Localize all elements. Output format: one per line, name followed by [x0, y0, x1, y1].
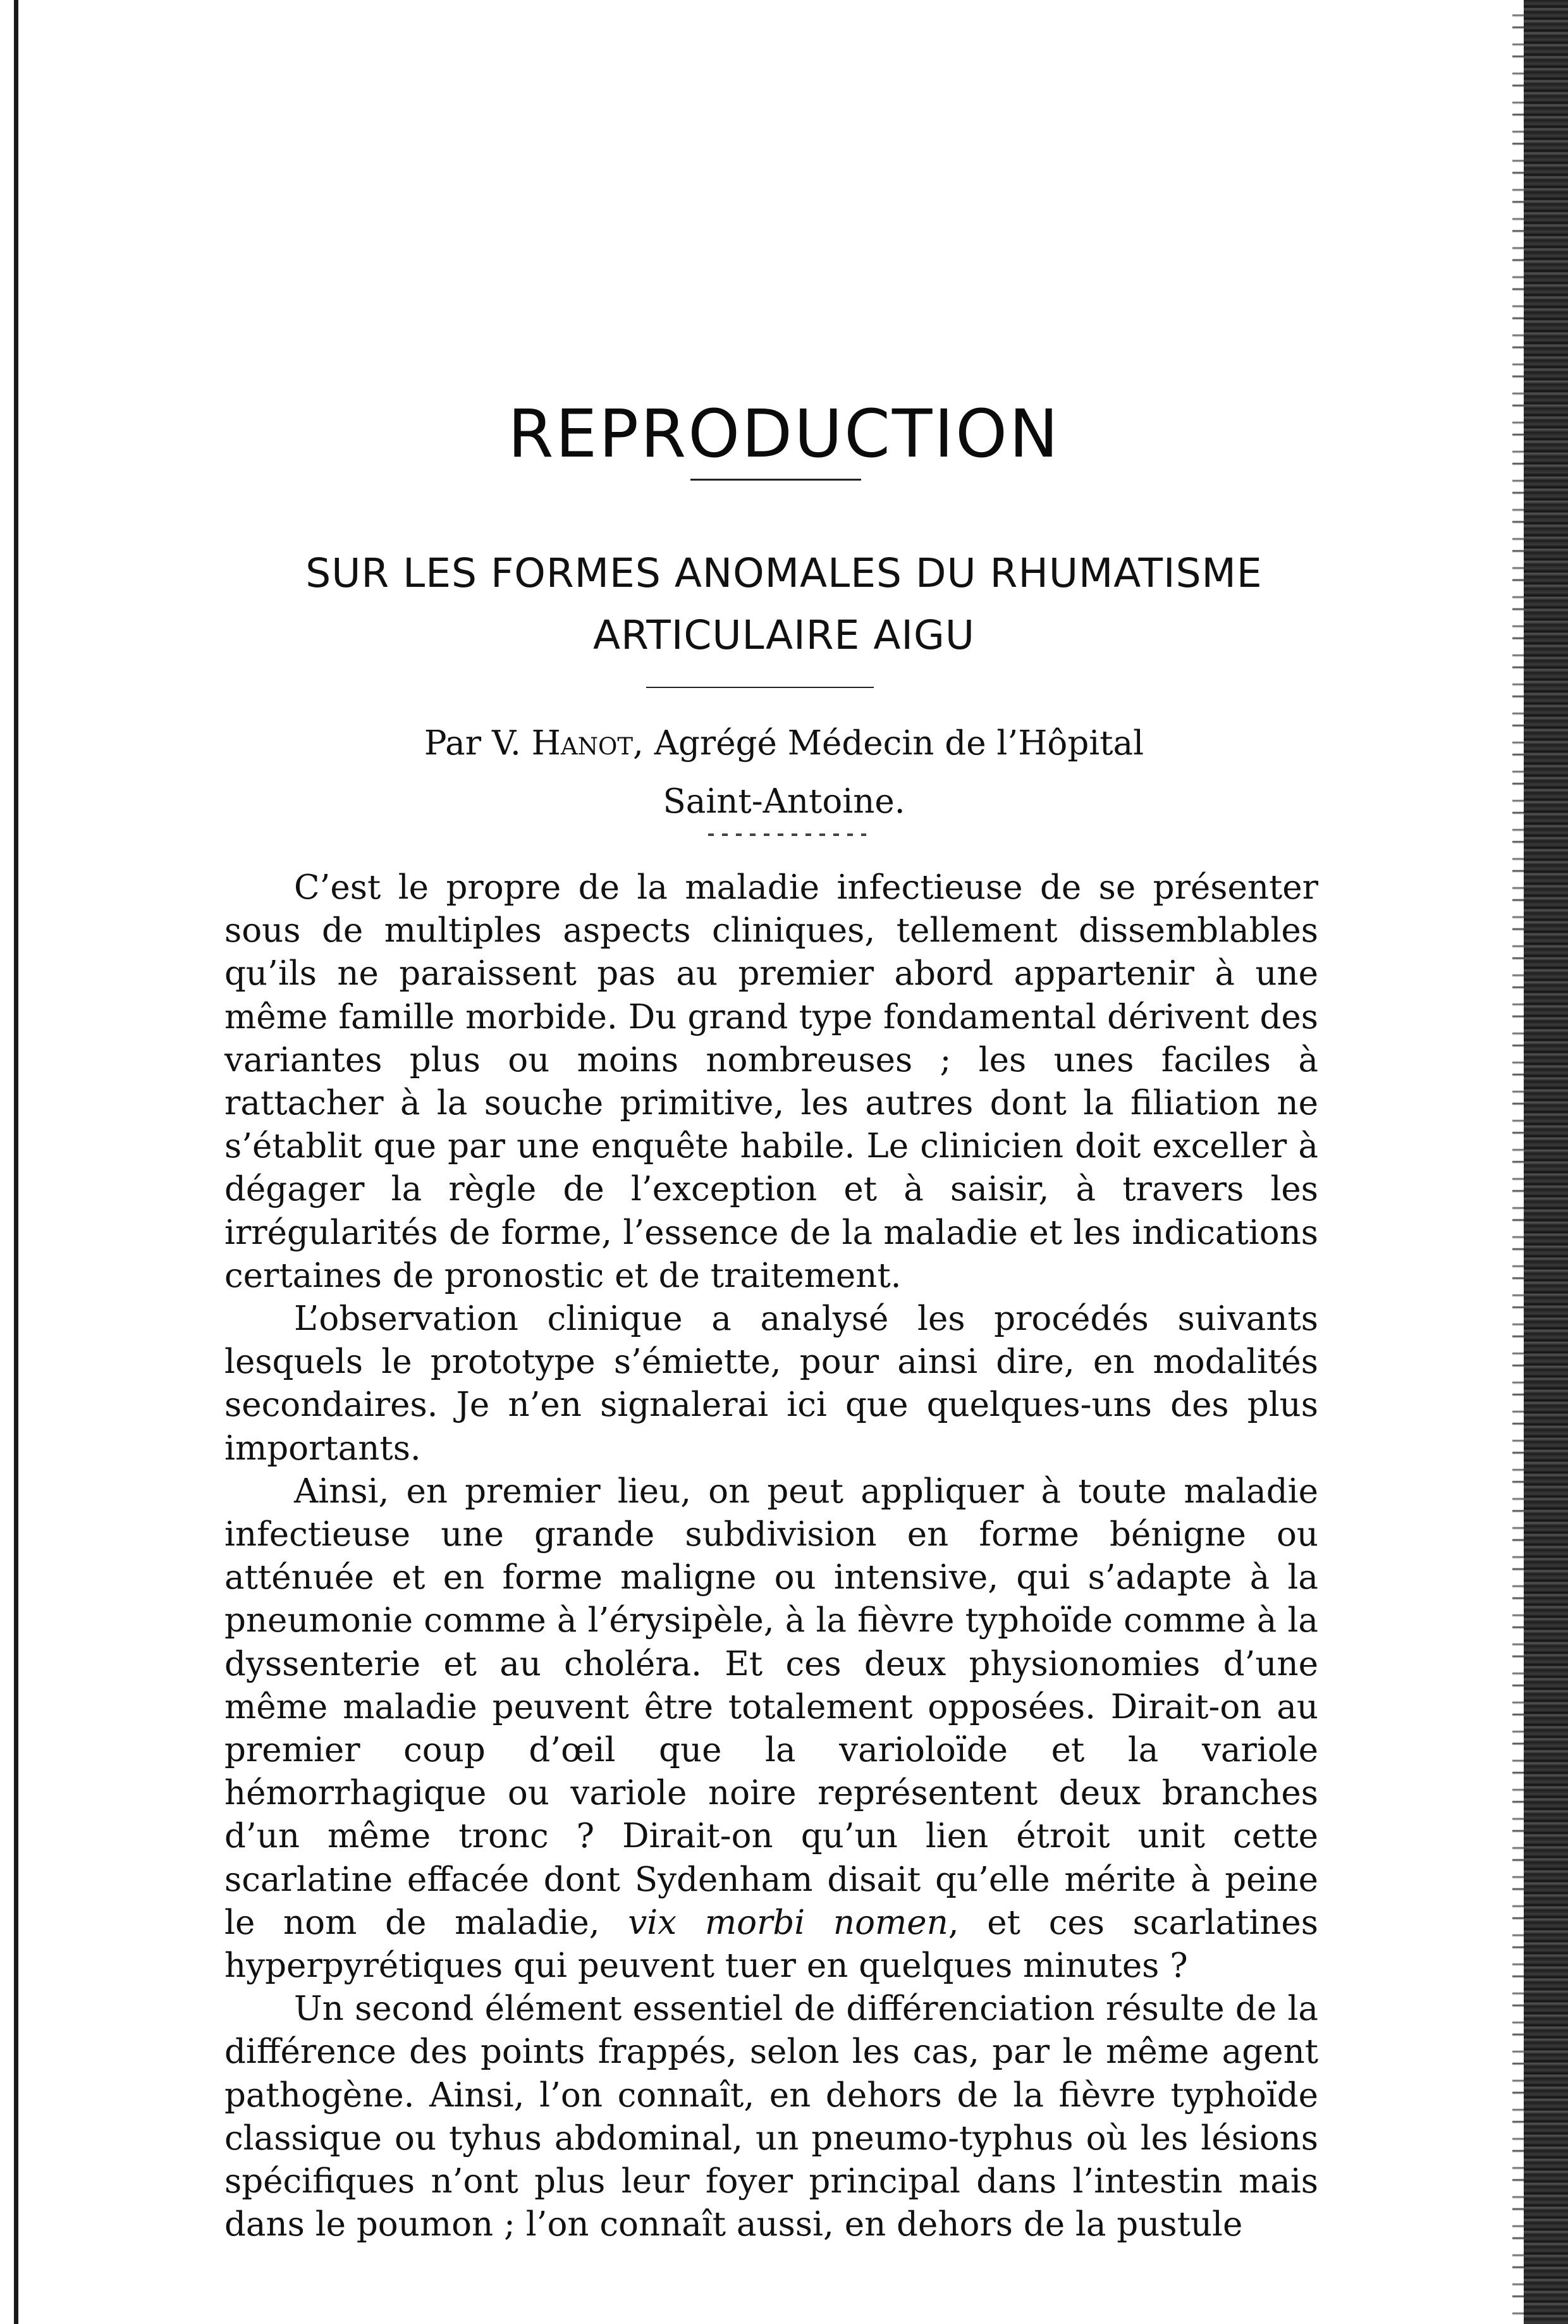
title-rule [690, 479, 861, 481]
byline-suffix: , Agrégé Médecin de l’Hôpital [633, 724, 1144, 763]
author-name: Hanot [531, 724, 633, 763]
paragraph-3-text-after: , et ces scarlatines hyperpyrétiques qui peuvent tuer en quelques minutes ? [224, 1903, 1318, 1986]
scan-edge-left [14, 0, 18, 2324]
subtitle-line-2: ARTICULAIRE AIGU [593, 612, 975, 658]
scan-edge-right-noise [1512, 0, 1524, 2324]
article-body [224, 866, 1318, 2247]
byline-dotted-rule [708, 833, 866, 836]
byline-line-1 [0, 715, 1568, 773]
paragraph-3-text-before: Ainsi, en premier lieu, on peut appliquer à toute maladie infectieuse une grande subdivision en forme bénigne ou atténuée et en forme maligne ou intensive, qui s’adapte à la pneumonie comme à l’érysipèle, à la fièvre typhoïde comme à la dyssenterie et au choléra. Et ces deux physionomies d’une même maladie peuvent être totalement opposées. Dirait-on au premier coup d’œil que la varioloïde et la variole hémorrhagique ou variole noire représentent deux branches d’un même tronc ? Dirait-on qu’un lien étroit unit cette scarlatine effacée dont Sydenham disait qu’elle mérite à peine le nom de maladie, [224, 1472, 1318, 1942]
byline-prefix: Par V. [424, 724, 532, 763]
paragraph-1: C’est le propre de la maladie infectieuse de se présenter sous de multiples aspects cliniques, tellement dissemblables qu’ils ne paraissent pas au premier abord appartenir à une même famille morbide. Du grand type fondamental dérivent des variantes plus ou moins nombreuses ; les unes faciles à rattacher à la souche primitive, les autres dont la filiation ne s’établit que par une enquête habile. Le clinicien doit exceller à dégager la règle de l’exception et à saisir, à travers les irrégularités de forme, l’essence de la maladie et les indications certaines de pronostic et de traitement. [224, 868, 1318, 1295]
article-subtitle [0, 543, 1568, 667]
latin-quote: vix morbi nomen [628, 1903, 948, 1942]
scan-edge-right [1524, 0, 1568, 2324]
byline [0, 715, 1568, 831]
byline-line-2: Saint-Antoine. [663, 782, 905, 821]
subtitle-rule [646, 687, 874, 688]
paragraph-2: L’observation clinique a analysé les procédés suivants lesquels le prototype s’émiette, pour ainsi dire, en modalités secondaires. Je n’en signalerai ici que quelques-uns des plus importants. [224, 1300, 1318, 1468]
page-title: REPRODUCTION [508, 395, 1060, 472]
paragraph-4: Un second élément essentiel de différenciation résulte de la différence des points frappés, selon les cas, par le même agent pathogène. Ainsi, l’on connaît, en dehors de la fièvre typhoïde classique ou tyhus abdominal, un pneumo-typhus où les lésions spécifiques n’ont plus leur foyer principal dans l’intestin mais dans le poumon ; l’on connaît aussi, en dehors de la pustule [224, 1989, 1318, 2244]
subtitle-line-1: SUR LES FORMES ANOMALES DU RHUMATISME [305, 550, 1263, 596]
paragraph-3 [224, 1470, 1318, 1988]
